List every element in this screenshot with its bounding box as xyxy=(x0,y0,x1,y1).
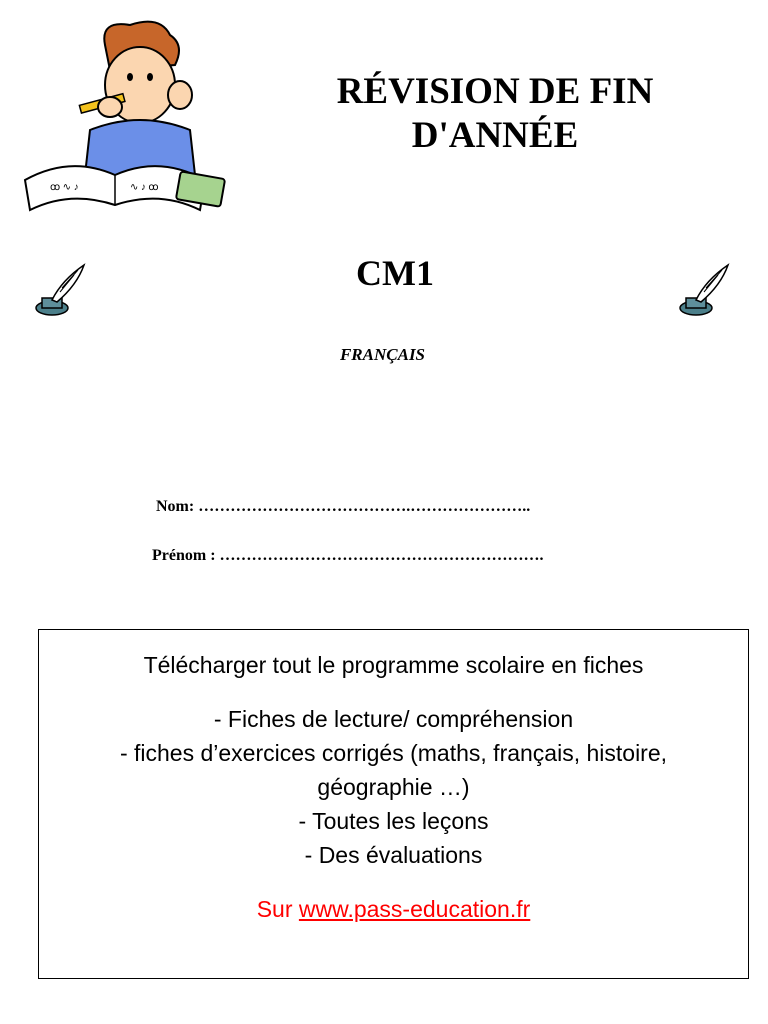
quill-inkwell-icon xyxy=(32,260,92,320)
sur-label: Sur xyxy=(256,896,293,922)
nom-dots: ………………………………….………………….. xyxy=(198,498,531,515)
promo-item: - Toutes les leçons xyxy=(298,808,489,834)
promo-box xyxy=(38,629,749,979)
spacer xyxy=(39,872,748,892)
promo-item: géographie …) xyxy=(317,774,470,800)
nom-field xyxy=(156,498,530,516)
title-line-2: D'ANNÉE xyxy=(411,115,579,156)
quill-inkwell-icon xyxy=(676,260,736,320)
promo-item: - Des évaluations xyxy=(304,842,483,868)
pass-education-link[interactable]: www.pass-education.fr xyxy=(298,896,531,922)
class-level: CM1 xyxy=(356,253,434,293)
spacer xyxy=(39,682,748,702)
promo-link-line xyxy=(39,892,748,926)
page-title xyxy=(280,70,710,158)
promo-item: - fiches d’exercices corrigés (maths, français, histoire, xyxy=(119,740,668,766)
boy-studying-illustration xyxy=(20,15,230,215)
prenom-dots: ……………………………………………………. xyxy=(219,547,544,564)
subject-label: FRANÇAIS xyxy=(339,345,426,364)
prenom-field xyxy=(152,547,544,565)
promo-item: - Fiches de lecture/ compréhension xyxy=(213,706,574,732)
nom-label: Nom: xyxy=(156,498,195,515)
promo-heading: Télécharger tout le programme scolaire en fiches xyxy=(143,652,644,678)
title-line-1: RÉVISION DE FIN xyxy=(336,71,654,112)
svg-text:ꝏ ∿ ♪: ꝏ ∿ ♪ xyxy=(50,182,79,193)
svg-text:∿ ♪ ꝏ: ∿ ♪ ꝏ xyxy=(130,182,159,193)
prenom-label: Prénom : xyxy=(152,547,216,564)
spacer xyxy=(39,630,748,648)
